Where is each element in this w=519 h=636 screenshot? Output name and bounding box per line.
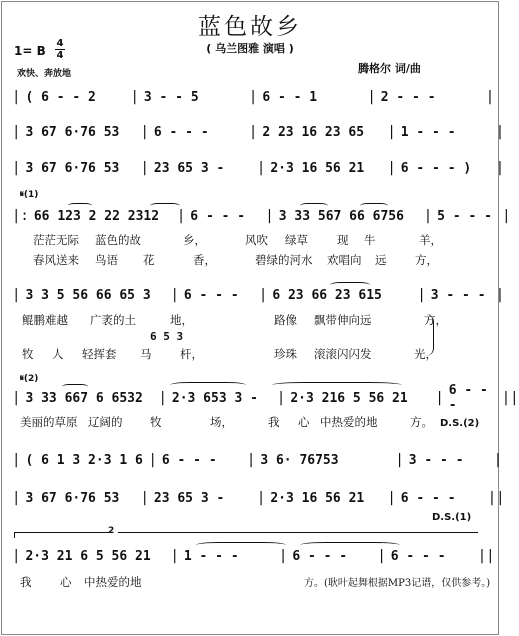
song-title: 蓝色故乡 (198, 14, 302, 40)
measure: ( 6 1 3 2·3 1 6 (25, 452, 143, 468)
measure: 2·3 653 3 - (171, 390, 258, 406)
measure: ( 6 - - 2 (25, 89, 96, 105)
lyrics-verse-2b: 牧 人 轻挥套 马 杆， 珍珠 滚滚闪闪发 光， (22, 347, 437, 361)
measure: 66 123 2 22 2312 (33, 208, 160, 224)
barline: | (495, 287, 505, 303)
barline: | (423, 208, 433, 224)
lyrics-refrain-1: 美丽的草原 辽阔的 牧 场， 我 心 中热爱的地 方。 D.S.(2) (20, 415, 480, 429)
barline: | (276, 390, 286, 406)
measure: 6 - - - ) (400, 160, 472, 176)
measure: 6 - - - (153, 124, 209, 140)
segno-1-mark: 𝄋(1) (20, 190, 39, 200)
barline: | (435, 390, 444, 406)
measure: 6 - - - (400, 490, 456, 506)
volta-bracket-right (118, 532, 478, 538)
barline: | (158, 390, 167, 406)
double-barline: || (477, 548, 495, 564)
slur (330, 282, 370, 288)
barline: | (495, 124, 505, 140)
tie (300, 542, 400, 548)
barline: | (12, 390, 21, 406)
barline: | (12, 89, 21, 105)
performer-subtitle: ( 乌兰图雅 演唱 ) (206, 42, 294, 55)
slur (300, 203, 328, 209)
measure: 3 3 5 56 66 65 3 (25, 287, 151, 303)
barline: | (278, 548, 288, 564)
barline: | (256, 490, 266, 506)
barline: | (140, 160, 149, 176)
volta-number: 2 (108, 526, 115, 536)
slur (68, 203, 92, 209)
measure: 6 - - - (390, 548, 446, 564)
lyrics-verse-1a: 茫茫无际 蓝色的故 乡， 风吹 绿草 现 牛 羊， (33, 233, 442, 247)
measure: 2·3 16 56 21 (270, 160, 365, 176)
measure: 23 65 3 - (153, 160, 225, 176)
measure: 2·3 16 56 21 (270, 490, 365, 506)
measure: 6 - - 1 (262, 89, 318, 105)
barline: | (130, 89, 139, 105)
measure: 6 - - - (292, 548, 348, 564)
measure: 3 67 6·76 53 (25, 124, 120, 140)
tempo-marking: 欢快、奔放地 (17, 69, 72, 79)
measure: 2·3 216 5 56 21 (290, 390, 408, 406)
barline: | (170, 287, 179, 303)
barline: | (246, 452, 256, 468)
barline: | (395, 452, 404, 468)
repeat-start-barline: |: (12, 208, 29, 224)
barline: | (485, 89, 495, 105)
segno-2-mark: 𝄋(2) (20, 374, 39, 384)
barline: | (12, 160, 21, 176)
double-barline: || (487, 490, 505, 506)
barline: | (258, 287, 268, 303)
lyrics-refrain-2: 我 心 中热爱的地 方。(耿叶起舞根据MP3记谱，仅供参考。) (20, 575, 491, 589)
time-signature (55, 39, 65, 60)
slur (170, 382, 246, 388)
notation-row-3 (12, 160, 505, 176)
barline: | (140, 490, 149, 506)
barline: | (495, 160, 505, 176)
barline: | (387, 160, 396, 176)
barline: | (265, 208, 274, 224)
notation-row-1 (12, 89, 495, 105)
measure: 3 - - 5 (143, 89, 199, 105)
notation-row-5 (12, 287, 505, 303)
meter-bottom: 4 (56, 50, 64, 61)
slur (62, 384, 88, 390)
barline: | (387, 490, 396, 506)
notation-row-2 (12, 124, 505, 140)
barline: | (417, 287, 426, 303)
barline: | (493, 452, 503, 468)
meter-top: 4 (56, 38, 64, 49)
slur (360, 203, 388, 209)
measure: 1 - - - (183, 548, 239, 564)
composer-credits: 腾格尔 词/曲 (358, 62, 421, 75)
ds-1-mark: D.S.(1) (432, 512, 472, 523)
slur (150, 203, 180, 209)
measure: 3 67 6·76 53 (25, 160, 120, 176)
tie (196, 542, 286, 548)
barline: | (248, 124, 258, 140)
measure: 3 33 567 66 6756 (278, 208, 404, 224)
barline: | (140, 124, 149, 140)
barline: | (170, 548, 179, 564)
measure: 2 - - - (380, 89, 436, 105)
notation-row-6 (12, 383, 519, 413)
notation-row-8 (12, 490, 505, 506)
double-barline: || (501, 390, 519, 406)
measure: 23 65 3 - (153, 490, 225, 506)
measure: 3 33 667 6 6532 (25, 390, 143, 406)
measure: 3 - - - (408, 452, 464, 468)
measure: 6 - - - (448, 383, 488, 413)
notation-row-9 (12, 548, 495, 564)
barline: | (248, 89, 258, 105)
measure: 3 6· 76753 (260, 452, 339, 468)
barline: | (12, 548, 21, 564)
key-signature: 1= B (14, 44, 46, 58)
lyrics-verse-1b: 春风送来 鸟语 花 香， 碧绿的河水 欢唱向 远 方， (33, 253, 438, 267)
notation-row-4 (12, 208, 511, 224)
volta-bracket-left (14, 532, 109, 538)
measure: 3 67 6·76 53 (25, 490, 120, 506)
barline: | (387, 124, 396, 140)
barline: | (367, 89, 376, 105)
measure: 1 - - - (400, 124, 456, 140)
barline: | (502, 208, 511, 224)
verse-brace (425, 314, 434, 356)
barline: | (377, 548, 386, 564)
measure: 6 - - - (183, 287, 239, 303)
measure: 3 - - - (430, 287, 486, 303)
measure: 2·3 21 6 5 56 21 (25, 548, 151, 564)
barline: | (176, 208, 186, 224)
barline: | (12, 490, 21, 506)
barline: | (12, 287, 21, 303)
measure: 6 - - - (190, 208, 246, 224)
slur (272, 382, 402, 388)
notation-row-7 (12, 452, 503, 468)
barline: | (12, 452, 21, 468)
grace-notes: 6 5 3 (150, 330, 184, 343)
barline: | (148, 452, 157, 468)
barline: | (12, 124, 21, 140)
lyrics-verse-2a: 鲲鹏难越 广袤的土 地， 路像 飘带伸向远 方， (22, 313, 447, 327)
barline: | (256, 160, 266, 176)
measure: 6 23 66 23 615 (272, 287, 382, 303)
measure: 5 - - - (437, 208, 492, 224)
measure: 2 23 16 23 65 (262, 124, 365, 140)
measure: 6 - - - (161, 452, 217, 468)
